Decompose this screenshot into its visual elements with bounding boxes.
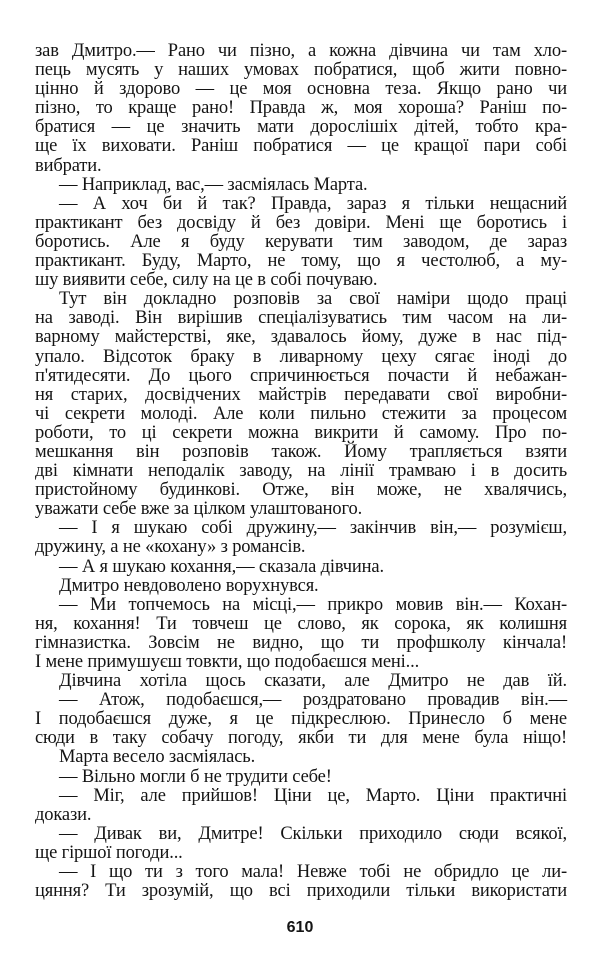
text-line-content: вибрати.: [35, 155, 102, 176]
text-line: [35, 634, 567, 653]
text-line-content: цяння? Ти зрозумій, що всі приходили тільки використати: [35, 881, 567, 902]
text-line-content: Тут він докладно розповів за свої наміри щодо праці: [59, 289, 567, 310]
text-line: [35, 80, 567, 99]
text-line: [35, 882, 567, 901]
text-line-content: І мене примушуєш товкти, що подобаєшся мені...: [35, 652, 420, 672]
text-line-content: дві кімнати неподалік заводу, на лінії трамваю і в досить: [35, 461, 567, 482]
text-line: [35, 233, 567, 252]
text-line-content: Марта весело засміялась.: [59, 747, 256, 768]
page-number: 610: [286, 919, 314, 936]
text-line: [35, 367, 567, 386]
text-line: [35, 195, 567, 214]
text-line-content: І подобаєшся дуже, я це підкреслюю. Принесло б мене: [35, 709, 567, 730]
text-line-content: братися — це значить мати дорослішіх дітей, тобто кра-: [35, 117, 567, 138]
page-body-text: [35, 42, 567, 901]
text-line-content: упало. Відсоток браку в ливарному цеху сягає іноді до: [35, 346, 567, 367]
text-line-content: пристойному будинкові. Отже, він може, не хвалячись,: [35, 480, 567, 501]
text-line-content: сюди в таку собачу погоду, якби ти для мене була ніщо!: [35, 728, 567, 749]
text-line: [35, 653, 567, 672]
text-line-content: практикант без досвіду й без довіри. Мені ще боротись і: [35, 212, 567, 233]
text-line-content: чі секрети молоді. Але коли пильно стежити за процесом: [35, 403, 567, 424]
text-line: [35, 252, 567, 271]
text-line: [35, 615, 567, 634]
text-line: [35, 176, 567, 195]
text-line: [35, 137, 567, 156]
text-line-content: Дмитро невдоволено ворухнувся.: [59, 575, 319, 596]
text-line: [35, 768, 567, 787]
text-line-content: ще гіршої погоди...: [35, 842, 183, 863]
text-line: [35, 481, 567, 500]
text-line-content: гімназистка. Зовсім не видно, що ти профшколу кінчала!: [35, 632, 567, 653]
text-line-content: пізно, то краще рано! Правда ж, моя хороша? Раніш по-: [35, 98, 567, 119]
text-line: [35, 500, 567, 519]
text-line: [35, 825, 567, 844]
text-line: [35, 538, 567, 557]
text-line-content: — Атож, подобаєшся,— роздратовано провадив він.—: [59, 690, 567, 711]
text-line-content: п'ятидесяти. До цього спричинюється почасти й небажан-: [35, 365, 567, 386]
text-line-content: — Міг, але прийшов! Ціни це, Марто. Ціни практичні: [59, 785, 567, 806]
text-line: [35, 61, 567, 80]
text-line: [35, 271, 567, 290]
text-line: [35, 157, 567, 176]
text-line-content: роботи, то ці секрети можна викрити й самому. Про по-: [35, 422, 567, 443]
text-line-content: шу виявити себе, силу на це в собі почуваю.: [35, 270, 378, 291]
text-line-content: ня старих, досвідчених майстрів передавати свої виробни-: [35, 384, 567, 405]
text-line-content: — А хоч би й так? Правда, зараз я тільки нещасний: [59, 193, 567, 214]
text-line-content: боротись. Але я буду керувати тим заводом, де зараз: [35, 231, 567, 252]
text-line-content: уважати себе вже за цілком улаштованого.: [35, 499, 363, 520]
text-line-content: мешкання він розповів також. Йому трапляється взяти: [35, 441, 567, 462]
text-line: [35, 309, 567, 328]
text-line-content: — Ми топчемось на місці,— прикро мовив він.— Кохан-: [59, 594, 567, 615]
text-line-content: — Вільно могли б не трудити себе!: [59, 766, 332, 787]
text-line-content: — І я шукаю собі дружину,— закінчив він,— розумієш,: [59, 518, 567, 539]
text-line: [35, 386, 567, 405]
text-line-content: практикант. Буду, Марто, не тому, що я честолюб, а му-: [35, 251, 567, 272]
text-line: [35, 558, 567, 577]
text-line: [35, 42, 567, 61]
text-line-content: дружину, а не «кохану» з романсів.: [35, 537, 306, 558]
text-line: [35, 348, 567, 367]
text-line: [35, 863, 567, 882]
text-line-content: на заводі. Він вирішив спеціалізуватись тим часом на ли-: [35, 308, 567, 329]
text-line: [35, 118, 567, 137]
text-line-content: зав Дмитро.— Рано чи пізно, а кожна дівчина чи там хло-: [35, 41, 567, 61]
text-line: [35, 844, 567, 863]
text-line-content: — А я шукаю кохання,— сказала дівчина.: [59, 556, 384, 577]
text-line-content: Дівчина хотіла щось сказати, але Дмитро не дав їй.: [59, 671, 567, 692]
text-line: [35, 672, 567, 691]
text-line-content: — Дивак ви, Дмитре! Скільки приходило сюди всякої,: [59, 823, 567, 844]
text-line: [35, 519, 567, 538]
text-line: [35, 328, 567, 347]
text-line-content: пець мусять у наших умовах побратися, щоб жити повно-: [35, 60, 567, 81]
text-line: [35, 806, 567, 825]
text-line: [35, 577, 567, 596]
text-line: [35, 729, 567, 748]
text-line: [35, 748, 567, 767]
text-line-content: ще їх виховати. Раніш побратися — це кращої пари собі: [35, 136, 567, 157]
text-line-content: докази.: [35, 804, 92, 825]
text-line: [35, 99, 567, 118]
text-line: [35, 405, 567, 424]
text-line-content: — Наприклад, вас,— засміялась Марта.: [59, 174, 368, 195]
text-line: [35, 691, 567, 710]
text-line: [35, 424, 567, 443]
text-line-content: ня, кохання! Ти товчеш це слово, як сорока, як колишня: [35, 613, 567, 634]
text-line: [35, 462, 567, 481]
text-line: [35, 787, 567, 806]
text-line: [35, 710, 567, 729]
text-line-content: — І що ти з того мала! Невже тобі не обридло це ли-: [59, 862, 567, 883]
text-line: [35, 443, 567, 462]
text-line: [35, 596, 567, 615]
text-line: [35, 290, 567, 309]
text-line-content: цінно й здорово — це моя основна теза. Якщо рано чи: [35, 79, 567, 100]
text-line-content: варному майстерстві, яке, здавалось йому, дуже в нас під-: [35, 327, 567, 348]
text-line: [35, 214, 567, 233]
